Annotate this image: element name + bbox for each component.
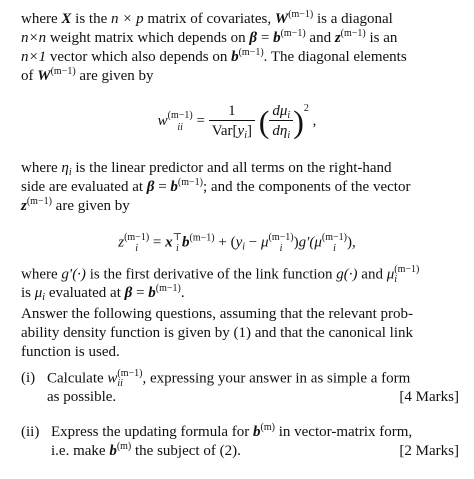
subscript: i <box>287 130 291 141</box>
text: is an <box>365 30 398 46</box>
numerator: 1 <box>209 102 255 121</box>
text: ] <box>246 123 252 139</box>
math-nxp: n × p <box>111 11 144 27</box>
text: − <box>245 234 261 251</box>
marks-label: [4 Marks] <box>399 389 459 405</box>
math-b: b <box>231 49 239 65</box>
text-line <box>21 29 459 48</box>
subscript: ii <box>117 378 123 389</box>
question-label: (i) <box>21 370 36 386</box>
math-W: W <box>274 11 289 27</box>
superscript: (m−1) <box>189 232 215 244</box>
math-b: b <box>182 234 190 251</box>
text: where <box>21 266 62 283</box>
text: Calculate <box>47 370 108 387</box>
math-mu: μ <box>386 266 395 283</box>
question-text <box>47 369 459 407</box>
text-line <box>47 369 459 388</box>
text: dμ <box>272 103 288 119</box>
text: = <box>154 179 171 195</box>
text: evaluated at <box>45 285 125 301</box>
text: , expressing your answer in as simple a form <box>142 370 411 387</box>
text: vector which also depends on <box>46 49 232 65</box>
subscript: i <box>394 274 398 285</box>
math-b: b <box>109 443 117 459</box>
math-g: g(·) <box>336 266 358 283</box>
subscript: i <box>175 243 179 254</box>
subscript: i <box>68 167 72 178</box>
text: where <box>21 160 62 176</box>
text: Express the updating formula for <box>51 424 254 440</box>
text: . The diagonal elements <box>263 49 407 65</box>
superscript: (m−1) <box>340 28 366 39</box>
fraction-variance <box>209 102 255 141</box>
text: side are evaluated at <box>21 179 147 195</box>
sup-sub-stack <box>124 232 149 254</box>
subscript: i <box>333 243 336 254</box>
text: dη <box>272 123 288 139</box>
equals: = <box>192 112 209 129</box>
math-x: x <box>165 234 173 251</box>
math-b: b <box>170 179 178 195</box>
math-nxn: n×n <box>21 30 47 46</box>
math-b: b <box>148 285 156 301</box>
text: ), <box>347 234 356 251</box>
math-nx1: n×1 <box>21 49 47 65</box>
superscript: (m−1) <box>394 264 420 275</box>
superscript: (m−1) <box>26 196 52 207</box>
text: is the linear predictor and all terms on the right-hand <box>71 160 392 176</box>
transpose: ⊤ <box>172 232 183 243</box>
left-paren: ( <box>258 103 270 140</box>
subscript: i <box>135 243 138 254</box>
equals: = <box>149 234 166 251</box>
text-line: function is used. <box>21 344 120 360</box>
math-b: b <box>273 30 281 46</box>
math-z: z <box>118 234 125 251</box>
text: = <box>257 30 274 46</box>
text: of <box>21 68 38 84</box>
sup-sub-stack <box>394 265 419 285</box>
numerator <box>269 102 293 121</box>
superscript: (m−1) <box>167 109 193 121</box>
denominator <box>269 121 293 141</box>
math-z: z <box>21 198 27 214</box>
math-w: w <box>107 370 118 387</box>
superscript: (m−1) <box>288 9 314 20</box>
text: ) <box>293 234 299 251</box>
sup-sub-stack <box>168 110 193 134</box>
text: + ( <box>214 234 236 251</box>
text: is the <box>71 11 112 27</box>
paragraph-linear-predictor <box>21 159 459 216</box>
subscript: i <box>42 292 46 303</box>
paragraph-link-derivative <box>21 265 459 303</box>
text-line <box>51 442 459 461</box>
equation-working-response <box>0 232 474 254</box>
math-g-prime: g′(·) <box>61 266 86 283</box>
math-beta: β <box>124 285 133 301</box>
equation-weights <box>0 102 474 141</box>
text: and <box>357 266 387 283</box>
math-w: w <box>157 112 168 129</box>
text: ; and the components of the vector <box>203 179 411 195</box>
sup-sub-stack <box>117 369 142 389</box>
text-line <box>21 48 459 67</box>
text: is a diagonal <box>313 11 393 27</box>
denominator <box>209 121 255 141</box>
math-y: y <box>235 234 243 251</box>
text: Var[ <box>211 123 238 139</box>
sup-sub-stack <box>269 232 294 254</box>
question-i <box>21 369 459 409</box>
text-line: Answer the following questions, assuming that the relevant prob- <box>21 306 414 322</box>
paragraph-instructions <box>21 305 459 362</box>
math-mu: μ <box>314 234 322 251</box>
fraction-derivative <box>269 102 293 141</box>
superscript: (m−1) <box>124 232 150 243</box>
right-paren: ) <box>293 103 304 140</box>
text: . <box>180 285 185 301</box>
math-mu: μ <box>34 285 43 301</box>
text: matrix of covariates, <box>143 11 275 27</box>
text-line <box>21 284 459 303</box>
superscript: (m−1) <box>280 28 306 39</box>
math-beta: β <box>249 30 258 46</box>
superscript: (m−1) <box>50 66 76 77</box>
text-line <box>21 67 459 86</box>
math-z: z <box>334 30 341 46</box>
question-text <box>51 423 459 461</box>
paragraph-definitions <box>21 10 459 86</box>
marks-label: [2 Marks] <box>399 443 459 459</box>
superscript: (m−1) <box>177 177 203 188</box>
text: and <box>305 30 335 46</box>
math-mu: μ <box>261 234 269 251</box>
superscript: (m) <box>260 422 275 433</box>
math-W: W <box>37 68 51 84</box>
math-eta: η <box>61 160 69 176</box>
text-line <box>21 10 459 29</box>
question-ii <box>21 423 459 463</box>
math-b: b <box>253 424 261 440</box>
math-g-prime: g′( <box>298 234 315 251</box>
text: i.e. make <box>51 443 110 459</box>
question-label: (ii) <box>21 424 40 440</box>
text: is the first derivative of the link function <box>85 266 337 283</box>
subscript: ii <box>177 121 183 133</box>
text-line <box>47 388 459 407</box>
text: is <box>21 285 35 301</box>
sup-sub-stack <box>173 232 182 254</box>
subscript: i <box>242 241 246 253</box>
text: where <box>21 11 62 27</box>
sup-sub-stack <box>322 232 347 254</box>
superscript: (m−1) <box>238 47 264 58</box>
text: the subject of (2). <box>131 443 241 459</box>
superscript: (m) <box>116 441 132 452</box>
text-line <box>21 178 459 197</box>
text-line <box>21 265 459 284</box>
text: are given by <box>75 68 154 84</box>
text: , <box>308 112 317 129</box>
text: are given by <box>51 198 130 214</box>
text: in vector-matrix form, <box>274 424 413 440</box>
superscript: (m−1) <box>117 368 143 379</box>
math-X: X <box>61 11 72 27</box>
superscript: (m−1) <box>268 232 294 243</box>
subscript: i <box>244 130 247 141</box>
math-y: y <box>237 123 245 139</box>
superscript: (m−1) <box>321 232 347 243</box>
subscript: i <box>279 243 283 254</box>
superscript: (m−1) <box>155 283 181 294</box>
text: as possible. <box>47 389 117 405</box>
text: = <box>132 285 149 301</box>
text-line <box>21 159 459 178</box>
subscript: i <box>287 110 291 121</box>
text: weight matrix which depends on <box>46 30 250 46</box>
math-beta: β <box>146 179 155 195</box>
exponent: 2 <box>303 102 309 114</box>
text-line <box>51 423 459 442</box>
text-line: ability density function is given by (1) and that the canonical link <box>21 325 413 341</box>
text-line <box>21 197 459 216</box>
